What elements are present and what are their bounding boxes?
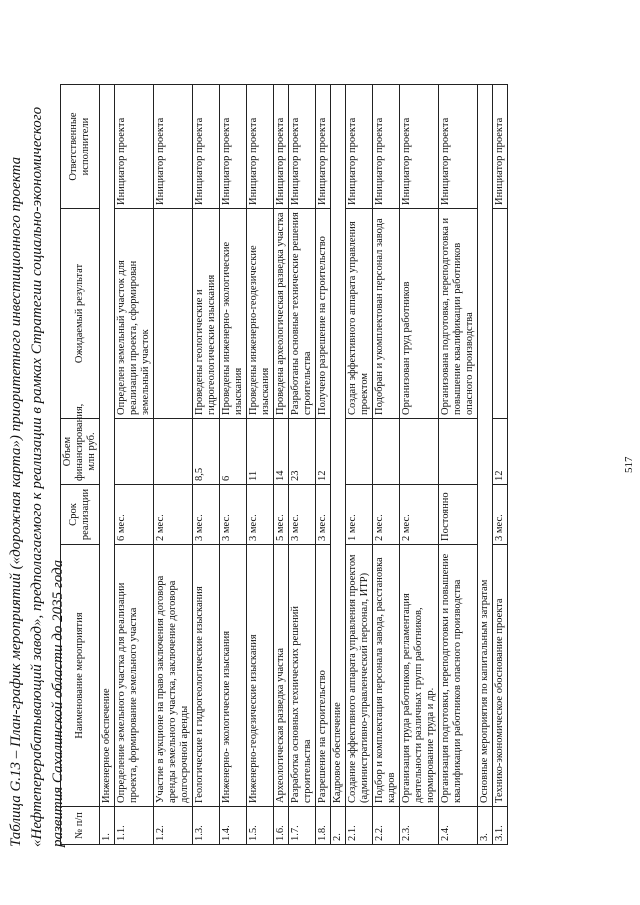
term-cell: 1 мес.	[346, 485, 373, 545]
row-number: 2.1.	[346, 807, 373, 845]
table-row	[115, 85, 154, 845]
table-row	[247, 85, 274, 845]
table-row	[439, 85, 478, 845]
result-cell: Проведена археологическая разведка участка	[274, 209, 289, 419]
responsible-cell: Инициатор проекта	[439, 85, 478, 209]
section-row	[331, 85, 346, 845]
responsible-cell: Инициатор проекта	[274, 85, 289, 209]
result-cell: Проведены геологические и гидрогеологические изыскания	[193, 209, 220, 419]
result-cell: Создан эффективного аппарата управления проектом	[346, 209, 373, 419]
row-number: 1.6.	[274, 807, 289, 845]
volume-cell	[346, 419, 373, 485]
activity-name: Участие в аукционе на право заключения договора аренды земельного участка, заключение договора долгосрочной аренды	[154, 545, 193, 807]
term-cell: 2 мес.	[373, 485, 400, 545]
volume-cell: 8,5	[193, 419, 220, 485]
section-row	[100, 85, 115, 845]
table-row	[316, 85, 331, 845]
term-cell: 3 мес.	[220, 485, 247, 545]
result-cell: Организована подготовка, переподготовка и повышение квалификации работников опасного производства	[439, 209, 478, 419]
result-cell	[154, 209, 193, 419]
activity-name: Геологические и гидрогеологические изыскания	[193, 545, 220, 807]
row-number: 3.1.	[493, 807, 508, 845]
row-number: 2.	[331, 807, 346, 845]
term-cell: Постоянно	[439, 485, 478, 545]
table-row	[274, 85, 289, 845]
volume-cell: 12	[316, 419, 331, 485]
section-title: Основные мероприятия по капитальным затратам	[478, 85, 493, 807]
table-caption: Таблица G.13 – План-график мероприятий («дорожная карта») приоритетного инвестиционного проекта «Нефтеперерабатывающий завод», предполагаемого к реализации в рамках Стратегии социально-экономического развития Сахалинской области до 2035 года	[8, 106, 66, 847]
row-number: 2.3.	[400, 807, 439, 845]
row-number: 2.2.	[373, 807, 400, 845]
row-number: 3.	[478, 807, 493, 845]
row-number: 1.2.	[154, 807, 193, 845]
page-number: 517	[623, 456, 635, 473]
header-term: Срок реализации	[61, 485, 100, 545]
volume-cell: 14	[274, 419, 289, 485]
term-cell: 2 мес.	[400, 485, 439, 545]
volume-cell: 6	[220, 419, 247, 485]
header-result: Ожидаемый результат	[61, 209, 100, 419]
header-no: № п/п	[61, 807, 100, 845]
activity-name: Организация труда работников, регламентация деятельности различных групп работников, нормирование труда и др.	[400, 545, 439, 807]
term-cell: 2 мес.	[154, 485, 193, 545]
term-cell: 3 мес.	[193, 485, 220, 545]
responsible-cell: Инициатор проекта	[220, 85, 247, 209]
term-cell: 6 мес.	[115, 485, 154, 545]
term-cell: 3 мес.	[247, 485, 274, 545]
row-number: 1.8.	[316, 807, 331, 845]
result-cell: Определен земельный участок для реализации проекта, сформирован земельный участок	[115, 209, 154, 419]
section-title: Кадровое обеспечение	[331, 85, 346, 807]
activity-name: Инженерно- экологические изыскания	[220, 545, 247, 807]
activity-name: Подбор и комплектация персонала завода, расстановка кадров	[373, 545, 400, 807]
activity-name: Разрешение на строительство	[316, 545, 331, 807]
activity-name: Создание эффективного аппарата управления проектом (административно-управленческий персонал, ИТР)	[346, 545, 373, 807]
header-responsible: Ответственные исполнители	[61, 85, 100, 209]
responsible-cell: Инициатор проекта	[373, 85, 400, 209]
result-cell: Организован труд работников	[400, 209, 439, 419]
volume-cell	[439, 419, 478, 485]
section-title: Инженерное обеспечение	[100, 85, 115, 807]
term-cell: 3 мес.	[493, 485, 508, 545]
result-cell: Получено разрешение на строительство	[316, 209, 331, 419]
row-number: 1.	[100, 807, 115, 845]
activity-name: Инженерно-геодезические изыскания	[247, 545, 274, 807]
row-number: 2.4.	[439, 807, 478, 845]
table-row	[193, 85, 220, 845]
table-row	[493, 85, 508, 845]
section-row	[478, 85, 493, 845]
volume-cell: 23	[289, 419, 316, 485]
row-number: 1.4.	[220, 807, 247, 845]
responsible-cell: Инициатор проекта	[316, 85, 331, 209]
responsible-cell: Инициатор проекта	[289, 85, 316, 209]
header-volume: Объем финансирования, млн руб.	[61, 419, 100, 485]
table-row	[220, 85, 247, 845]
table-row	[154, 85, 193, 845]
row-number: 1.7.	[289, 807, 316, 845]
responsible-cell: Инициатор проекта	[400, 85, 439, 209]
volume-cell: 11	[247, 419, 274, 485]
volume-cell	[115, 419, 154, 485]
row-number: 1.5.	[247, 807, 274, 845]
activity-name: Разработка основных технических решений строительства	[289, 545, 316, 807]
result-cell: Разработаны основные технические решения строительства	[289, 209, 316, 419]
table-row	[400, 85, 439, 845]
activity-name: Определение земельного участка для реализации проекта, формирование земельного участка	[115, 545, 154, 807]
header-name: Наименование мероприятия	[61, 545, 100, 807]
activity-name: Археологическая разведка участка	[274, 545, 289, 807]
result-cell: Проведены инженерно- экологические изыскания	[220, 209, 247, 419]
responsible-cell: Инициатор проекта	[115, 85, 154, 209]
responsible-cell: Инициатор проекта	[493, 85, 508, 209]
volume-cell: 12	[493, 419, 508, 485]
term-cell: 5 мес.	[274, 485, 289, 545]
responsible-cell: Инициатор проекта	[154, 85, 193, 209]
result-cell: Проведены инженерно-геодезические изыскания	[247, 209, 274, 419]
result-cell	[493, 209, 508, 419]
row-number: 1.3.	[193, 807, 220, 845]
roadmap-table	[60, 84, 508, 845]
responsible-cell: Инициатор проекта	[247, 85, 274, 209]
responsible-cell: Инициатор проекта	[346, 85, 373, 209]
table-row	[346, 85, 373, 845]
responsible-cell: Инициатор проекта	[193, 85, 220, 209]
result-cell: Подобран и укомплектован персонал завода	[373, 209, 400, 419]
activity-name: Организация подготовки, переподготовки и повышение квалификации работников опасного производства	[439, 545, 478, 807]
table-row	[373, 85, 400, 845]
table-header-row	[61, 85, 100, 845]
term-cell: 3 мес.	[289, 485, 316, 545]
volume-cell	[400, 419, 439, 485]
volume-cell	[373, 419, 400, 485]
volume-cell	[154, 419, 193, 485]
table-row	[289, 85, 316, 845]
table-body	[100, 85, 508, 845]
activity-name: Технико-экономическое обоснование проекта	[493, 545, 508, 807]
row-number: 1.1.	[115, 807, 154, 845]
term-cell: 3 мес.	[316, 485, 331, 545]
